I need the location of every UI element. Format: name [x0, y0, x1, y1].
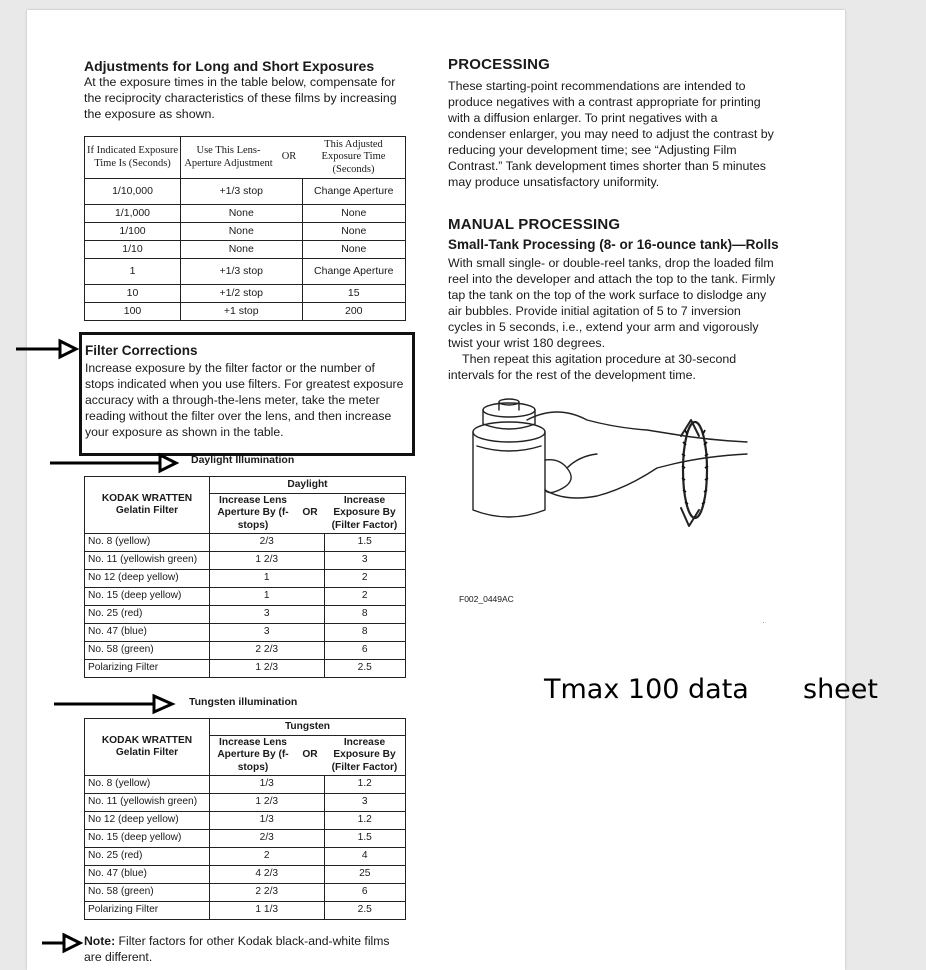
filter-factor-cell: 2	[324, 570, 406, 588]
filter-name-cell: No. 58 (green)	[85, 884, 210, 902]
exposure-time-cell: 1	[85, 259, 181, 285]
manual-processing-para1: With small single- or double-reel tanks, drop the loaded film reel into the developer and attach the top to the tank. Firmly tap the tank on the top of the work surface to dislodge any air bubbles. Provide initial agitation of 5 to 7 inversion cycles in 5 seconds, i.e., extend your arm and vigorously twist your wrist 180 degrees.	[448, 256, 776, 350]
filter-row	[85, 776, 406, 794]
filter-row	[85, 624, 406, 642]
daylight-col3-header: Increase Exposure By (Filter Factor)	[324, 494, 406, 534]
filter-factor-cell: 6	[324, 884, 406, 902]
note-paragraph	[84, 933, 409, 965]
filter-factor-cell: 1.5	[324, 534, 406, 552]
filter-factor-cell: 1.5	[324, 830, 406, 848]
exposure-or-header: OR	[276, 137, 302, 179]
filter-row	[85, 606, 406, 624]
tungsten-caption: Tungsten illumination	[189, 696, 298, 708]
tungsten-col2-header: Increase Lens Aperture By (f-stops)	[210, 736, 297, 776]
filter-factor-cell: 3	[324, 552, 406, 570]
adjusted-time-cell: None	[302, 205, 406, 223]
exposure-row	[85, 205, 406, 223]
filter-name-cell: No. 11 (yellowish green)	[85, 552, 210, 570]
fstop-cell: 2/3	[210, 534, 325, 552]
fstop-cell: 1/3	[210, 812, 325, 830]
filter-factor-cell: 2.5	[324, 660, 406, 678]
fstop-cell: 1 2/3	[210, 660, 325, 678]
exposure-col-header: This Adjusted Exposure Time (Seconds)	[302, 137, 406, 179]
daylight-caption: Daylight Illumination	[191, 454, 295, 466]
filter-row	[85, 812, 406, 830]
filter-name-cell: No. 15 (deep yellow)	[85, 830, 210, 848]
filter-name-cell: Polarizing Filter	[85, 902, 210, 920]
filter-name-cell: No. 11 (yellowish green)	[85, 794, 210, 812]
adjusted-time-cell: 15	[302, 285, 406, 303]
exposure-table	[84, 136, 406, 321]
right-arrow-icon	[52, 693, 178, 715]
exposure-section-title: Adjustments for Long and Short Exposures	[84, 58, 375, 74]
annotation-title-part1: Tmax 100 data	[544, 674, 749, 705]
daylight-filter-table	[84, 476, 406, 678]
filter-factor-cell: 25	[324, 866, 406, 884]
page-speck	[763, 622, 764, 623]
fstop-cell: 2 2/3	[210, 884, 325, 902]
manual-processing-title: MANUAL PROCESSING	[448, 216, 621, 233]
filter-factor-cell: 2	[324, 588, 406, 606]
exposure-col-header: If Indicated Exposure Time Is (Seconds)	[85, 137, 181, 179]
filter-name-cell: No 12 (deep yellow)	[85, 570, 210, 588]
adjusted-time-cell: 200	[302, 303, 406, 321]
tungsten-filter-table	[84, 718, 406, 920]
exposure-row	[85, 259, 406, 285]
adjusted-time-cell: None	[302, 223, 406, 241]
filter-factor-cell: 8	[324, 624, 406, 642]
filter-name-cell: No 12 (deep yellow)	[85, 812, 210, 830]
filter-row	[85, 588, 406, 606]
filter-row	[85, 866, 406, 884]
fstop-cell: 2	[210, 848, 325, 866]
note-text: Filter factors for other Kodak black-and-white films are different.	[84, 934, 390, 964]
filter-name-cell: No. 8 (yellow)	[85, 534, 210, 552]
daylight-or-header: OR	[296, 494, 324, 534]
filter-factor-cell: 8	[324, 606, 406, 624]
filter-name-cell: No. 15 (deep yellow)	[85, 588, 210, 606]
processing-text: These starting-point recommendations are intended to produce negatives with a contrast appropriate for printing with a diffusion enlarger. To print negatives with a condenser enlarger, you may need to adjust the contrast by reducing your development time; see “Adjusting Film Contrast.” Tank development times shorter than 5 minutes may produce unsatisfactory uniformity.	[448, 79, 774, 189]
fstop-cell: 1 2/3	[210, 552, 325, 570]
daylight-col1-header: KODAK WRATTEN Gelatin Filter	[85, 477, 210, 534]
note-label: Note:	[84, 934, 116, 948]
aperture-adjustment-cell: None	[181, 223, 303, 241]
fstop-cell: 4 2/3	[210, 866, 325, 884]
filter-factor-cell: 3	[324, 794, 406, 812]
tungsten-col3-header: Increase Exposure By (Filter Factor)	[324, 736, 406, 776]
aperture-adjustment-cell: +1/3 stop	[181, 259, 303, 285]
filter-name-cell: No. 25 (red)	[85, 848, 210, 866]
filter-corrections-text: Increase exposure by the filter factor or the number of stops indicated when you use filters. For greatest exposure accuracy with a through-the-lens meter, take the meter reading without the filter over the lens, and then increase your exposure as shown in the table.	[85, 361, 404, 439]
filter-factor-cell: 6	[324, 642, 406, 660]
filter-factor-cell: 4	[324, 848, 406, 866]
filter-row	[85, 534, 406, 552]
right-arrow-icon	[40, 932, 84, 954]
adjusted-time-cell: None	[302, 241, 406, 259]
exposure-time-cell: 1/100	[85, 223, 181, 241]
filter-factor-cell: 1.2	[324, 812, 406, 830]
fstop-cell: 3	[210, 606, 325, 624]
exposure-time-cell: 10	[85, 285, 181, 303]
fstop-cell: 1	[210, 570, 325, 588]
filter-row	[85, 642, 406, 660]
filter-name-cell: No. 25 (red)	[85, 606, 210, 624]
aperture-adjustment-cell: +1/3 stop	[181, 179, 303, 205]
exposure-time-cell: 1/10	[85, 241, 181, 259]
fstop-cell: 1 2/3	[210, 794, 325, 812]
daylight-group-header: Daylight	[210, 477, 406, 494]
filter-row	[85, 902, 406, 920]
exposure-row	[85, 241, 406, 259]
aperture-adjustment-cell: +1/2 stop	[181, 285, 303, 303]
right-arrow-icon	[48, 452, 180, 474]
filter-name-cell: Polarizing Filter	[85, 660, 210, 678]
exposure-row	[85, 179, 406, 205]
fstop-cell: 1 1/3	[210, 902, 325, 920]
annotation-title-part2: sheet	[803, 674, 878, 705]
filter-corrections-box	[79, 332, 415, 456]
filter-factor-cell: 1.2	[324, 776, 406, 794]
filter-row	[85, 660, 406, 678]
exposure-time-cell: 100	[85, 303, 181, 321]
filter-row	[85, 794, 406, 812]
filter-row	[85, 570, 406, 588]
aperture-adjustment-cell: +1 stop	[181, 303, 303, 321]
exposure-time-cell: 1/10,000	[85, 179, 181, 205]
filter-name-cell: No. 47 (blue)	[85, 624, 210, 642]
filter-row	[85, 848, 406, 866]
exposure-row	[85, 285, 406, 303]
fstop-cell: 2 2/3	[210, 642, 325, 660]
filter-row	[85, 552, 406, 570]
aperture-adjustment-cell: None	[181, 205, 303, 223]
exposure-row	[85, 223, 406, 241]
manual-processing-subtitle: Small-Tank Processing (8- or 16-ounce tank)—Rolls	[448, 237, 779, 252]
filter-name-cell: No. 58 (green)	[85, 642, 210, 660]
document-page	[27, 10, 878, 970]
tank-agitation-illustration	[467, 390, 767, 540]
right-arrow-icon	[14, 338, 80, 360]
exposure-time-cell: 1/1,000	[85, 205, 181, 223]
filter-corrections-title: Filter Corrections	[85, 343, 198, 358]
processing-title: PROCESSING	[448, 56, 551, 73]
daylight-col2-header: Increase Lens Aperture By (f-stops)	[210, 494, 297, 534]
aperture-adjustment-cell: None	[181, 241, 303, 259]
filter-factor-cell: 2.5	[324, 902, 406, 920]
figure-code: F002_0449AC	[459, 594, 514, 604]
tungsten-group-header: Tungsten	[210, 719, 406, 736]
tungsten-or-header: OR	[296, 736, 324, 776]
exposure-row	[85, 303, 406, 321]
exposure-section-intro: At the exposure times in the table below, compensate for the reciprocity characteristics of these films by increasing the exposure as shown.	[84, 75, 397, 121]
fstop-cell: 2/3	[210, 830, 325, 848]
adjusted-time-cell: Change Aperture	[302, 259, 406, 285]
fstop-cell: 3	[210, 624, 325, 642]
fstop-cell: 1	[210, 588, 325, 606]
fstop-cell: 1/3	[210, 776, 325, 794]
manual-processing-para2: Then repeat this agitation procedure at 30-second intervals for the rest of the development time.	[448, 352, 737, 382]
exposure-col-header: Use This Lens-Aperture Adjustment	[181, 137, 277, 179]
filter-row	[85, 884, 406, 902]
tungsten-col1-header: KODAK WRATTEN Gelatin Filter	[85, 719, 210, 776]
adjusted-time-cell: Change Aperture	[302, 179, 406, 205]
filter-name-cell: No. 47 (blue)	[85, 866, 210, 884]
filter-name-cell: No. 8 (yellow)	[85, 776, 210, 794]
filter-row	[85, 830, 406, 848]
